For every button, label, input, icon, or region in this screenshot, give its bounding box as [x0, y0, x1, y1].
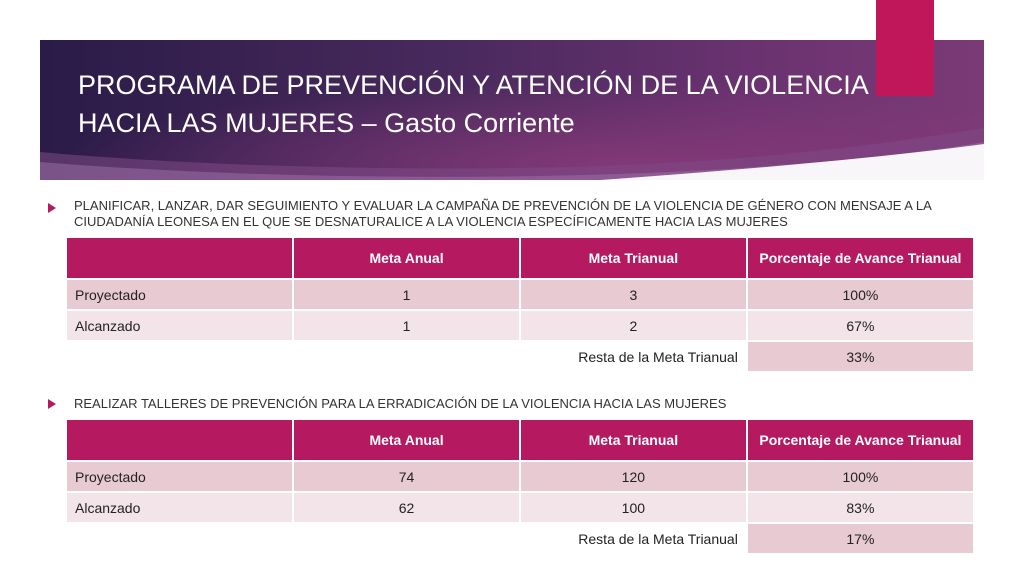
- total-value: 33%: [748, 342, 975, 373]
- cell-meta-anual: 1: [294, 311, 521, 342]
- slide-title: PROGRAMA DE PREVENCIÓN Y ATENCIÓN DE LA VIOLENCIA HACIA LAS MUJERES – Gasto Corriente: [78, 70, 868, 138]
- header-meta-trianual: Meta Trianual: [521, 238, 748, 280]
- cell-avance: 100%: [748, 280, 975, 311]
- header-meta-trianual: Meta Trianual: [521, 420, 748, 462]
- cell-meta-anual: 74: [294, 462, 521, 493]
- header-avance: Porcentaje de Avance Trianual: [748, 238, 975, 280]
- cell-meta-trianual: 120: [521, 462, 748, 493]
- triangle-bullet-icon: [48, 203, 56, 213]
- table-row: [67, 462, 975, 493]
- triangle-bullet-icon: [48, 399, 56, 409]
- header-avance: Porcentaje de Avance Trianual: [748, 420, 975, 462]
- header-meta-anual: Meta Anual: [294, 420, 521, 462]
- total-row: [67, 524, 975, 555]
- row-label: Alcanzado: [67, 311, 294, 342]
- total-label: Resta de la Meta Trianual: [294, 524, 748, 555]
- total-row: [67, 342, 975, 373]
- section-2-text: REALIZAR TALLERES DE PREVENCIÓN PARA LA ERRADICACIÓN DE LA VIOLENCIA HACIA LAS MUJERES: [74, 396, 727, 411]
- table-header-row: [67, 238, 975, 280]
- cell-avance: 100%: [748, 462, 975, 493]
- table-row: [67, 280, 975, 311]
- header-empty: [67, 238, 294, 280]
- section-1-table: [67, 238, 975, 373]
- header-empty: [67, 420, 294, 462]
- row-label: Alcanzado: [67, 493, 294, 524]
- cell-meta-trianual: 3: [521, 280, 748, 311]
- cell-meta-anual: 1: [294, 280, 521, 311]
- cell-avance: 83%: [748, 493, 975, 524]
- row-label: Proyectado: [67, 462, 294, 493]
- total-label: Resta de la Meta Trianual: [294, 342, 748, 373]
- section-2-table: [67, 420, 975, 555]
- header-meta-anual: Meta Anual: [294, 238, 521, 280]
- blank-cell: [67, 524, 294, 555]
- cell-meta-trianual: 2: [521, 311, 748, 342]
- cell-meta-trianual: 100: [521, 493, 748, 524]
- section-1-text: PLANIFICAR, LANZAR, DAR SEGUIMIENTO Y EVALUAR LA CAMPAÑA DE PREVENCIÓN DE LA VIOLENCIA DE GÉNERO CON MENSAJE A LA CIUDADANÍA LEONESA EN EL QUE SE DESNATURALICE A LA VIOLENCIA ESPECÍFICAMENTE HACIA LAS MUJERES: [74, 198, 932, 229]
- blank-cell: [67, 342, 294, 373]
- table-row: [67, 493, 975, 524]
- total-value: 17%: [748, 524, 975, 555]
- row-label: Proyectado: [67, 280, 294, 311]
- table-row: [67, 311, 975, 342]
- table-header-row: [67, 420, 975, 462]
- cell-avance: 67%: [748, 311, 975, 342]
- cell-meta-anual: 62: [294, 493, 521, 524]
